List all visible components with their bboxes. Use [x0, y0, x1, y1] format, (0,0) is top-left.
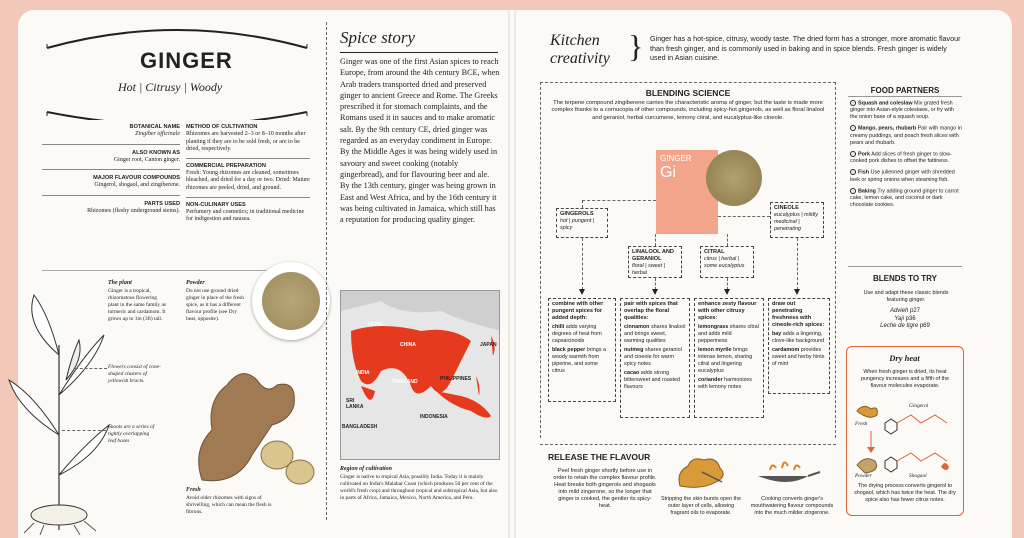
book-spine	[508, 10, 516, 538]
shoots-caption: Shoots are a series of tightly overlapping leaf bases	[108, 424, 155, 444]
map-label-thailand: THAILAND	[392, 379, 418, 385]
commercial-label: COMMERCIAL PREPARATION	[186, 162, 266, 169]
partner-name: Baking	[858, 188, 876, 195]
partner-name: Fish	[858, 169, 870, 176]
release-border	[540, 444, 836, 445]
pairing-item-text: adds a lingering, clove-like background	[772, 331, 825, 344]
pairing-item-text: brings a woody warmth from piperine, and some citrus	[552, 347, 606, 374]
parts-used-value: Rhizomes (fleshy underground stems).	[87, 207, 180, 214]
title-rule	[340, 52, 498, 53]
also-known-as-label: ALSO KNOWN AS	[132, 149, 180, 156]
blends-title: BLENDS TO TRY	[872, 274, 937, 283]
blends-list	[850, 308, 960, 331]
pairing-citrus	[694, 298, 764, 418]
pairing-item-name: chilli	[552, 324, 565, 330]
compound-desc: hot | pungent | spicy	[560, 218, 595, 231]
major-flavour-value: Gingerol, shogaol, and zingiberene.	[94, 182, 180, 189]
pairing-item-name: coriander	[698, 377, 723, 383]
pairing-item-name: cardamom	[772, 347, 800, 353]
card-symbol: Gi	[660, 164, 676, 181]
dry-heat-footer: The drying process converts gingerol to shogaol, which has twice the heat. The dry spice also has fewer citrus notes.	[854, 483, 956, 503]
map-label-philippines: PHILIPPINES	[440, 376, 472, 382]
fresh-ginger-image	[182, 360, 322, 490]
connector	[655, 234, 656, 246]
blend-name: Advieh	[889, 308, 909, 314]
cultivation-value: Rhizomes are harvested 2–3 or 8–10 months after planting if they are to be sold fresh, or are to be dried, respectively.	[186, 131, 306, 153]
partner-text: Use julienned ginger with shredded leek or spring onions when steaming fish.	[850, 169, 955, 183]
flowers-caption: Flowers consist of cone-shaped clusters of yellowish bracts.	[108, 364, 161, 384]
fresh-label: Fresh	[855, 421, 868, 427]
ginger-plant-illustration	[4, 285, 114, 535]
partner-name: Pork	[858, 151, 870, 158]
partners-title: FOOD PARTNERS	[870, 86, 940, 95]
kitchen-title	[550, 32, 610, 68]
pairing-item-text: shares geraniol and cineole for warm spicy notes	[624, 347, 682, 367]
release-text: Peel fresh ginger shortly before use in order to retain the complex flavour profile. Heat breaks both gingerols and shogaols into mild zingerone, so the longer that ginger is cooked, the gentler its spicy-heat.	[553, 468, 657, 509]
peeled-ginger-icon	[672, 452, 732, 492]
partner-text: Try adding ground ginger to carrot cake, lemon cake, and coconut or dark chocolate cookies.	[850, 188, 959, 209]
fresh-heading: Fresh	[186, 487, 201, 493]
pairing-item-name: lemongrass	[698, 324, 729, 330]
connector	[797, 238, 798, 290]
plant-heading: The plant	[108, 280, 132, 286]
compound-name: GINGEROLS	[560, 211, 594, 217]
non-culinary-value: Perfumery and cosmetics; in traditional medicine for indigestion and nausea.	[186, 208, 305, 223]
release-title: RELEASE THE FLAVOUR	[548, 452, 651, 462]
partner-name: Squash and coleslaw	[858, 100, 913, 107]
map-label-sri-lanka: SRI LANKA	[346, 398, 364, 410]
pairing-item-text: adds varying degrees of heat from capsaicinoids	[552, 324, 602, 344]
powder-heading: Powder	[186, 280, 205, 286]
botanical-name-value: Zingiber officinale	[135, 131, 180, 137]
powder-text: Do not use ground dried ginger in place of the fresh spice, as it has a different flavour profile (see Dry heat, opposite).	[186, 287, 244, 322]
blending-intro: The terpene compound zingiberene carries the characteristic aroma of ginger, but the taste is made more complex thanks to a cornucopia of other compounds, including spicy-hot gingerols, as well as floral linalool and geraniol, herbal curcumene, lemony citral, and eucalyptus-like cineole.	[551, 100, 825, 121]
partner-text: Pair with mango in creamy puddings, and poach fresh slices with pears and rhubarb.	[850, 125, 962, 146]
powder-bowl	[252, 262, 330, 340]
arrow-icon	[794, 289, 800, 295]
compound-gingerols	[556, 208, 608, 238]
blend-name: Leche de tigre	[880, 323, 919, 330]
pairing-head: enhance zesty flavour with other citrusy spices:	[698, 301, 757, 321]
region-caption	[340, 466, 502, 502]
compound-desc: citrus | herbal | some eucalyptus	[704, 256, 745, 269]
compound-cineole	[770, 202, 824, 238]
dry-heat-text: When fresh ginger is dried, its heat pungency increases and a fifth of the flavour molecules evaporate.	[860, 369, 950, 389]
pairing-item-text: shares linalool and brings sweet, warming qualities	[624, 324, 686, 344]
arrow-icon: ›	[850, 151, 856, 157]
blending-title: BLENDING SCIENCE	[645, 88, 731, 98]
compound-name: LINALOOL AND GERANIOL	[632, 249, 674, 262]
spice-story-title: Spice story	[340, 28, 416, 47]
left-column-border	[540, 82, 541, 438]
pairing-item-name: lemon myrtle	[698, 347, 732, 353]
arrow-icon: ›	[850, 169, 856, 175]
top-border	[540, 82, 836, 83]
blends-intro: Use and adapt these classic blends featuring ginger.	[863, 290, 949, 303]
map-label-india: INDIA	[356, 370, 370, 376]
pairing-item-name: nutmeg	[624, 347, 644, 353]
powder-caption	[186, 280, 248, 323]
arrow-icon	[579, 289, 585, 295]
map-label-indonesia: INDONESIA	[420, 414, 448, 420]
spice-story-text: Ginger was one of the first Asian spices to reach Europe, from around the 4th century BCE, when Arab traders transported dried and preserved ginger to ancient Greece and Rome. The Greeks prescribed it for stomach complaints, and the Romans used it in sauces and to make aromatic salt. By the 9th century CE, dried ginger was regarded as an everyday condiment in Europe. By the Middle Ages it was being widely used in savoury and sweet cooking (notably gingerbread), and for flavouring beer and ale. By the 13th century, ginger was being grown in East and West Africa, and by the 16th century it was being cultivated in Jamaica, which still has a reputation for producing quality ginger.	[340, 57, 500, 225]
blend-name: Yaji	[894, 315, 904, 322]
column-divider	[326, 22, 327, 520]
release-step1: Stripping the skin bursts open the outer layer of cells, allowing fragrant oils to evaporate.	[660, 496, 741, 516]
right-column-border	[835, 82, 836, 438]
arrow-icon: ›	[850, 100, 856, 106]
connector	[582, 200, 583, 208]
botanical-name-label: BOTANICAL NAME	[129, 124, 180, 130]
compound-citral	[700, 246, 754, 278]
partners-rule	[848, 96, 962, 97]
blends-rule	[848, 266, 962, 267]
plant-text: Ginger is a tropical, rhizomatous flowering plant in the same family as turmeric and cardamom. It grows up to 1m (3ft) tall.	[108, 287, 166, 322]
pairing-item-name: bay	[772, 331, 782, 337]
molecule-diagram	[851, 401, 959, 481]
pairing-head: combine with other pungent spices for added depth:	[552, 301, 604, 321]
pairing-item-text: harmonizes with lemony notes	[698, 377, 752, 390]
map-label-china: CHINA	[400, 342, 416, 348]
kitchen-intro: Ginger has a hot-spice, citrusy, woody taste. The dried form has a stronger, more aromatic flavour than fresh ginger, and is commonly used in baking and in spice blends. Fresh ginger is widely used in Asian cuisine.	[650, 34, 961, 62]
connector	[582, 238, 583, 290]
parts-used-label: PARTS USED	[144, 200, 180, 207]
map-label-japan: JAPAN	[480, 342, 497, 348]
kitchen-title-line2: creativity	[550, 50, 610, 67]
ground-ginger-image	[706, 150, 762, 206]
pairing-item-text: brings intense lemon, sharing citral and lingering eucalyptus	[698, 347, 753, 374]
card-label: GINGER	[660, 154, 692, 163]
cooking-pan-icon	[752, 452, 822, 492]
connector	[727, 234, 728, 246]
fresh-caption	[186, 487, 276, 516]
compound-desc: floral | sweet | herbal	[632, 263, 666, 276]
connector	[718, 216, 770, 217]
partner-name: Mango, pears, rhubarb	[858, 125, 917, 132]
arrow-icon: ›	[850, 125, 856, 131]
blend-page: p27	[910, 308, 921, 314]
map-label-bangladesh: BANGLADESH	[342, 424, 378, 430]
shogaol-label: Shogaol	[909, 473, 927, 479]
facts-right	[186, 124, 310, 224]
facts-labels	[42, 124, 180, 215]
connector	[582, 200, 656, 201]
page-title: GINGER	[140, 48, 233, 73]
plant-caption	[108, 280, 166, 323]
brace-icon: }	[628, 28, 644, 64]
blend-page: p69	[919, 323, 930, 330]
powder-label: Powder	[855, 473, 872, 479]
pairing-floral	[620, 298, 690, 418]
flavour-tags: Hot | Citrusy | Woody	[118, 80, 223, 94]
gingerol-label: Gingerol	[909, 403, 929, 409]
partner-text: Mix grated fresh ginger into Asian-style coleslaws, or fry with the onion base of a squash soup.	[850, 100, 954, 121]
release-step2: Cooking converts ginger's mouthwatering flavour compounds into the much milder zingerone.	[750, 496, 834, 516]
kitchen-title-line1: Kitchen	[550, 32, 600, 49]
leader-line	[62, 430, 106, 431]
pairing-pungent	[548, 298, 616, 402]
compound-name: CINEOLE	[774, 205, 799, 211]
commercial-value: Fresh: Young rhizomes are cleaned, sometimes bleached, and dried for a day or two. Dried: Mature rhizomes are peeled, dried, and ground.	[186, 169, 310, 191]
fresh-text: Avoid older rhizomes with signs of shrivelling, which can mean the flesh is fibrous.	[186, 494, 272, 515]
pairing-head: pair with spices that overlap the floral qualities:	[624, 301, 678, 321]
pairing-item-name: cacao	[624, 370, 640, 376]
pairing-cineole	[768, 298, 830, 394]
arrow-icon	[724, 289, 730, 295]
region-text: Ginger is native to tropical Asia, possibly India. Today it is mainly cultivated on India's Malabar Coast (which produces 50 per cent of the world's fresh crop) and throughout tropical and subtropical Asia, but also in parts of Africa, Jamaica, Mexico, North America, and Peru.	[340, 473, 498, 501]
pairing-item-text: provides sweet and herby hints of mint	[772, 347, 825, 367]
pairing-item-text: adds strong bittersweet and roasted flavours	[624, 370, 681, 390]
blend-page: p36	[905, 315, 916, 322]
dry-heat-title: Dry heat	[889, 353, 920, 363]
arrow-icon: ›	[850, 188, 856, 194]
major-flavour-label: MAJOR FLAVOUR COMPOUNDS	[93, 175, 180, 182]
cultivation-label: METHOD OF CULTIVATION	[186, 124, 258, 130]
pairing-item-text: shares citral and adds mild pepperiness	[698, 324, 759, 344]
leader-line	[75, 368, 107, 369]
compound-desc: eucalyptus | mildly medicinal | penetrating	[774, 212, 818, 232]
partner-text: Add slices of fresh ginger to slow-cooked pork dishes to offset the fattiness.	[850, 151, 952, 165]
pairing-item-name: cinnamon	[624, 324, 650, 330]
ginger-element-card	[656, 150, 718, 234]
partners-list	[850, 100, 962, 213]
pairing-item-name: black pepper	[552, 347, 586, 353]
also-known-as-value: Ginger root, Canton ginger.	[113, 156, 180, 163]
compound-name: CITRAL	[704, 249, 725, 255]
dry-heat-box	[846, 346, 964, 516]
arrow-icon	[652, 289, 658, 295]
pairing-head: draw out penetrating freshness with cineole-rich spices:	[772, 301, 825, 328]
region-heading: Region of cultivation	[340, 466, 393, 472]
map-label-nepal: NEPAL	[368, 322, 385, 328]
compound-linalool	[628, 246, 682, 278]
non-culinary-label: NON-CULINARY USES	[186, 201, 246, 208]
